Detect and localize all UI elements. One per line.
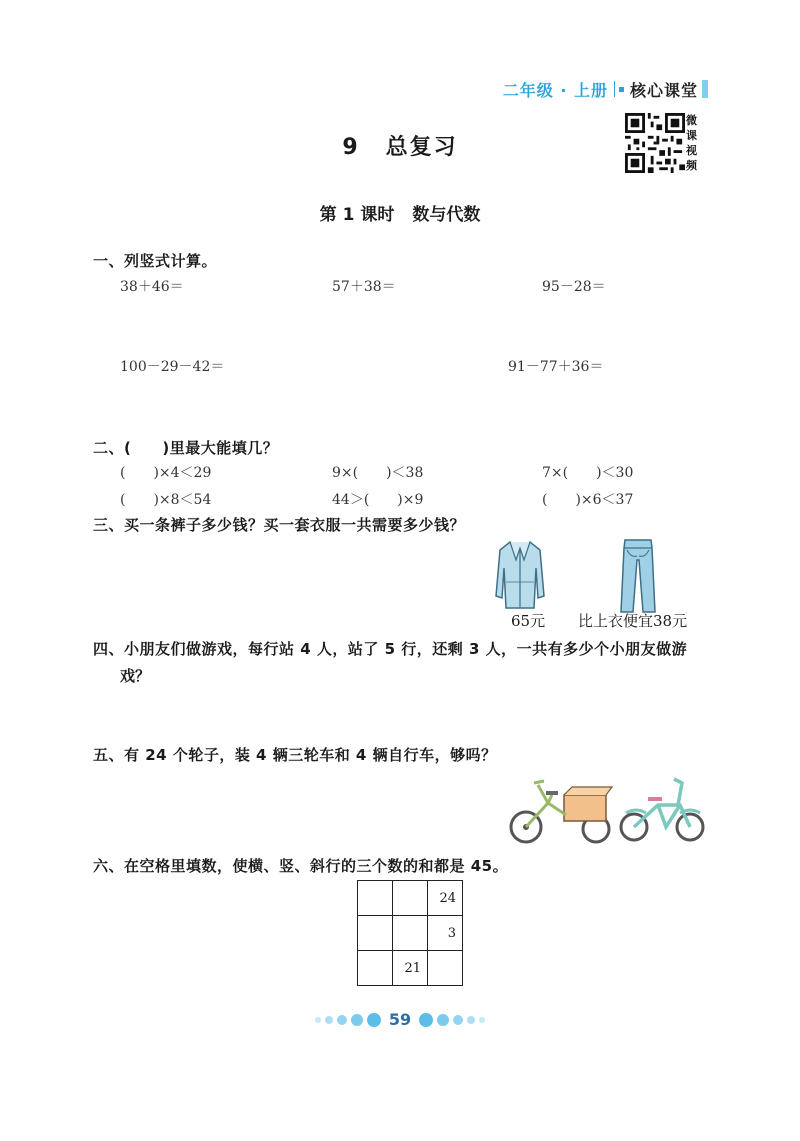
grid-row — [358, 951, 463, 986]
q1-item: 38＋46＝ — [120, 279, 184, 295]
q1-item: 95－28＝ — [542, 279, 606, 295]
q2-item: 7×( )＜30 — [542, 465, 634, 481]
footer-dot-icon — [325, 1016, 333, 1024]
qr-label-char: 课 — [686, 129, 697, 142]
qr-label-char: 频 — [686, 159, 697, 172]
qr-label — [686, 113, 700, 173]
header-bar — [702, 80, 708, 98]
grid-cell[interactable] — [393, 881, 428, 916]
qr-code-icon[interactable] — [625, 113, 685, 173]
footer-dot-icon — [337, 1015, 347, 1025]
footer-dot-icon — [351, 1014, 363, 1026]
jeans-icon — [615, 538, 661, 614]
grid-cell[interactable] — [358, 916, 393, 951]
page-footer — [0, 1010, 800, 1029]
grade-label: 二年级 · 上册 — [502, 80, 608, 100]
footer-dot-icon — [453, 1015, 463, 1025]
grid-cell[interactable] — [358, 951, 393, 986]
series-label: 核心课堂 — [629, 80, 698, 100]
q1-item: 91－77＋36＝ — [508, 359, 604, 375]
page-number: 59 — [388, 1010, 412, 1029]
grid-cell-value: 24 — [439, 890, 456, 906]
question-2-title: 二、( )里最大能填几？ — [93, 439, 279, 457]
jacket-icon — [494, 538, 546, 612]
question-3-title: 三、买一条裤子多少钱？买一套衣服一共需要多少钱？ — [93, 516, 466, 534]
grid-cell-value: 21 — [404, 960, 421, 976]
grid-cell — [393, 951, 428, 986]
grid-cell — [428, 916, 463, 951]
qr-label-char: 视 — [686, 144, 697, 157]
grid-cell[interactable] — [393, 916, 428, 951]
q2-item: 9×( )＜38 — [332, 465, 424, 481]
grid-cell[interactable] — [358, 881, 393, 916]
chapter-name: 总复习 — [385, 135, 458, 160]
grid-cell — [428, 881, 463, 916]
grid-cell-value: 3 — [447, 925, 456, 941]
footer-dot-icon — [315, 1017, 321, 1023]
footer-dot-icon — [367, 1013, 381, 1027]
magic-square-grid — [357, 880, 463, 986]
q2-item: ( )×8＜54 — [120, 492, 212, 508]
tricycle-and-bicycle-icon — [508, 765, 708, 850]
question-5-title: 五、有 24 个轮子，装 4 辆三轮车和 4 辆自行车，够吗？ — [93, 746, 497, 764]
grid-row — [358, 881, 463, 916]
q2-item: ( )×6＜37 — [542, 492, 634, 508]
q1-item: 100－29－42＝ — [120, 359, 225, 375]
q2-item: ( )×4＜29 — [120, 465, 212, 481]
header-divider — [614, 81, 615, 97]
footer-dot-icon — [479, 1017, 485, 1023]
header-square-icon — [619, 87, 624, 92]
q2-item: 44＞( )×9 — [332, 492, 424, 508]
question-4-title: 四、小朋友们做游戏，每行站 4 人，站了 5 行，还剩 3 人，一共有多少个小朋友做游 — [93, 640, 688, 658]
question-1-title: 一、列竖式计算。 — [93, 252, 218, 270]
footer-dot-icon — [437, 1014, 449, 1026]
lesson-title — [0, 200, 800, 225]
footer-dot-icon — [419, 1013, 433, 1027]
grid-row — [358, 916, 463, 951]
footer-dot-icon — [467, 1016, 475, 1024]
chapter-number: 9 — [342, 135, 360, 160]
qr-label-char: 微 — [686, 114, 697, 127]
jacket-price: 65元 — [511, 612, 546, 630]
q1-item: 57＋38＝ — [332, 279, 396, 295]
lesson-topic: 数与代数 — [412, 205, 481, 225]
question-4-continuation: 戏？ — [120, 667, 151, 685]
question-6-title: 六、在空格里填数，使横、竖、斜行的三个数的和都是 45。 — [93, 857, 509, 875]
lesson-number: 第 1 课时 — [319, 205, 395, 225]
series-header — [503, 78, 708, 100]
grid-cell[interactable] — [428, 951, 463, 986]
pants-price-note: 比上衣便宜38元 — [578, 612, 688, 630]
